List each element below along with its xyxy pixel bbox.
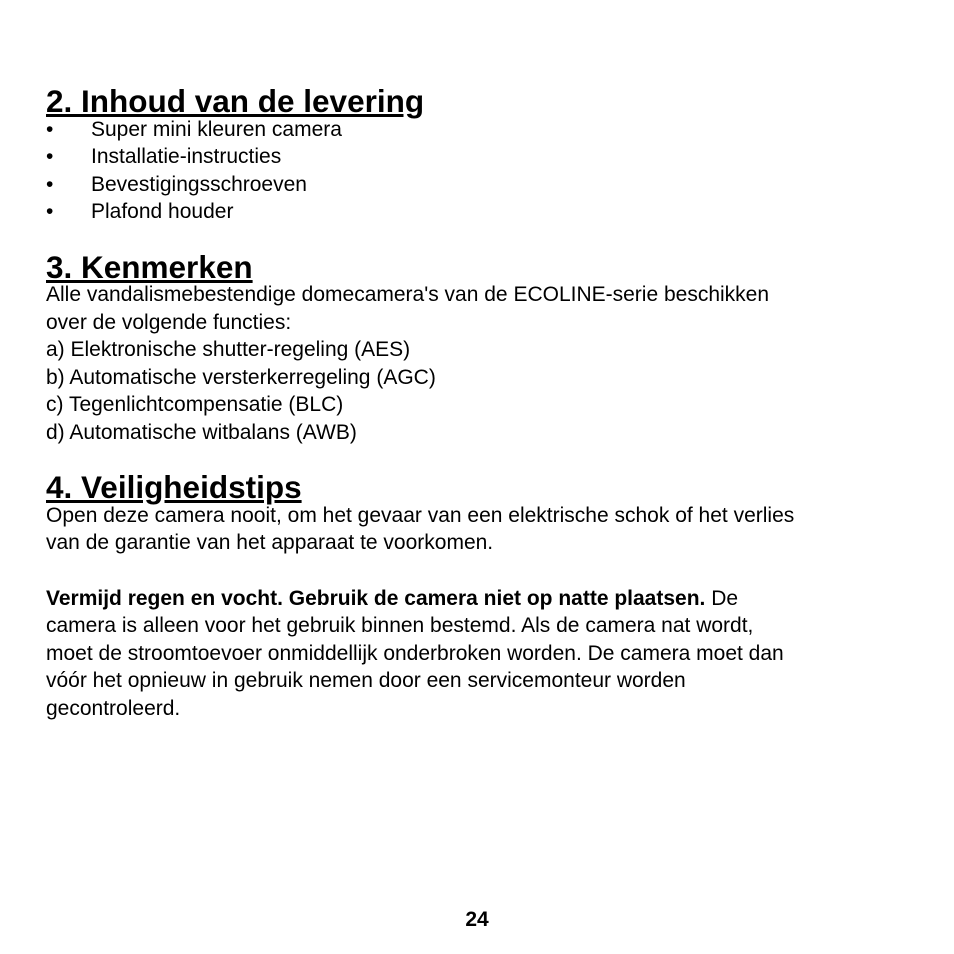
warning-emphasis: Vermijd regen en vocht. Gebruik de camera niet op natte plaatsen.: [46, 586, 706, 610]
features-list: [46, 336, 916, 446]
paragraph-spacer: [46, 557, 916, 585]
feature-item: d) Automatische witbalans (AWB): [46, 420, 357, 444]
text-line: Open deze camera nooit, om het gevaar van een elektrische schok of het verlies: [46, 503, 795, 527]
list-item-text: Plafond houder: [91, 200, 234, 223]
contents-list: [46, 116, 916, 226]
warning-continuation: De: [705, 586, 739, 610]
list-item: [46, 116, 916, 144]
list-item-text: Installatie-instructies: [91, 145, 282, 168]
section-heading-contents: 2. Inhoud van de levering: [46, 83, 425, 119]
section-heading-features: 3. Kenmerken: [46, 248, 253, 285]
bullet-icon: •: [46, 117, 54, 141]
bullet-icon: •: [46, 145, 54, 168]
feature-item: b) Automatische versterkerregeling (AGC): [46, 365, 436, 389]
text-line: Alle vandalismebestendige domecamera's van de ECOLINE-serie beschikken: [46, 283, 770, 306]
text-line: van de garantie van het apparaat te voorkomen.: [46, 531, 494, 554]
document-page: [46, 83, 916, 722]
bullet-icon: •: [46, 172, 54, 196]
bullet-icon: •: [46, 200, 54, 223]
list-item-text: Super mini kleuren camera: [91, 117, 342, 141]
text-line: [46, 585, 916, 613]
text-line: over de volgende functies:: [46, 310, 292, 334]
text-line: gecontroleerd.: [46, 696, 181, 720]
list-item: [46, 143, 916, 171]
page-number: 24: [465, 908, 489, 931]
features-intro: [46, 281, 916, 336]
list-item: [46, 171, 916, 199]
section-heading-safety: 4. Veiligheidstips: [46, 469, 302, 505]
text-line: camera is alleen voor het gebruik binnen bestemd. Als de camera nat wordt,: [46, 614, 754, 637]
feature-item: a) Elektronische shutter-regeling (AES): [46, 338, 411, 361]
text-line: moet de stroomtoevoer onmiddellijk onderbroken worden. De camera moet dan: [46, 641, 784, 665]
feature-item: c) Tegenlichtcompensatie (BLC): [46, 393, 344, 416]
list-item-text: Bevestigingsschroeven: [91, 172, 307, 196]
list-item: [46, 198, 916, 226]
text-line: vóór het opnieuw in gebruik nemen door een servicemonteur worden: [46, 669, 686, 692]
safety-paragraph: [46, 502, 916, 557]
warning-paragraph: [46, 585, 916, 723]
